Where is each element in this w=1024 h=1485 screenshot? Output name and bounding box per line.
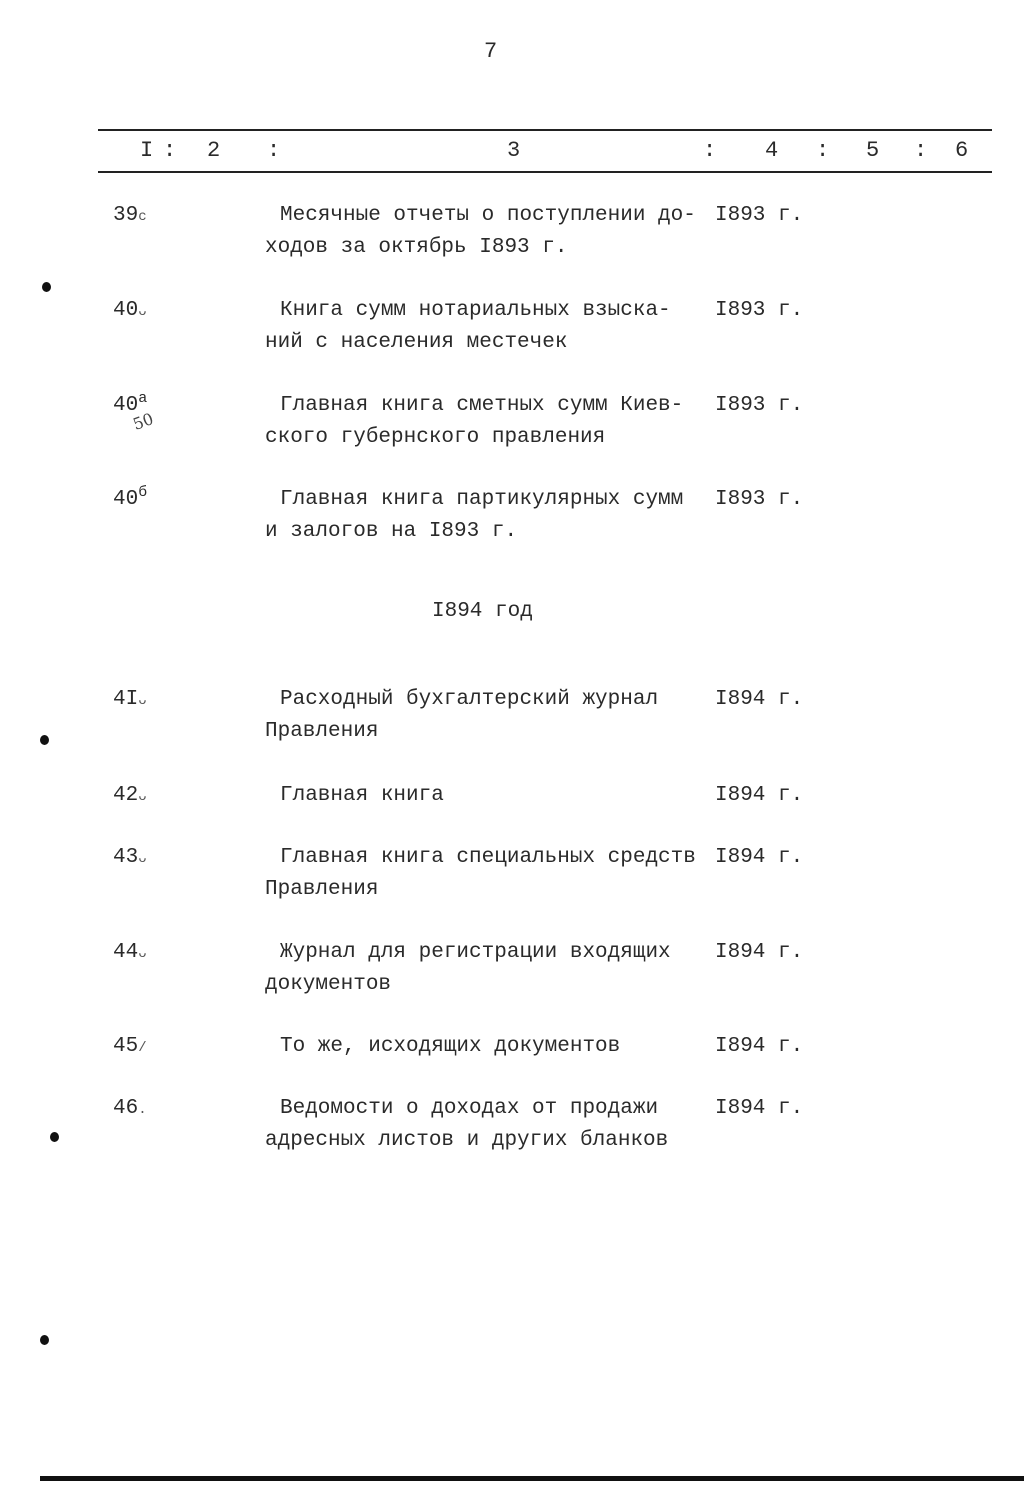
column-header-2: 2 (207, 138, 221, 163)
item-title-line: Главная книга сметных сумм Киев- (280, 394, 684, 417)
item-number (113, 295, 147, 328)
item-year: I893 г. (715, 394, 804, 417)
item-number-value: 45 (113, 1035, 139, 1058)
item-title-line: и залогов на I893 г. (265, 520, 518, 543)
punch-hole-mark (42, 282, 51, 292)
column-header-6: 6 (955, 138, 969, 163)
item-title-line: Книга сумм нотариальных взыска- (280, 299, 671, 322)
item-year: I893 г. (715, 204, 804, 227)
item-number-value: 42 (113, 784, 139, 807)
item-number (113, 842, 147, 875)
column-separator: : (703, 138, 717, 163)
check-mark: . (138, 1102, 147, 1118)
item-title-line: ходов за октябрь I893 г. (265, 236, 568, 259)
item-number-value: 39 (113, 204, 139, 227)
header-bottom-rule (98, 171, 992, 173)
punch-hole-mark (40, 735, 49, 745)
item-number-value: 44 (113, 941, 139, 964)
item-number-suffix: б (138, 484, 148, 501)
item-year: I894 г. (715, 784, 804, 807)
item-title-line: Ведомости о доходах от продажи (280, 1097, 659, 1120)
item-number-value: 40 (113, 299, 139, 322)
item-title-line: То же, исходящих документов (280, 1035, 621, 1058)
item-number (113, 484, 147, 516)
item-title-line: Журнал для регистрации входящих (280, 941, 671, 964)
item-title-line: ского губернского правления (265, 426, 606, 449)
check-mark: / (138, 1040, 147, 1056)
item-title-line: документов (265, 973, 392, 996)
item-number-value: 4I (113, 688, 139, 711)
item-year: I893 г. (715, 488, 804, 511)
column-separator: : (914, 138, 928, 163)
page-number: 7 (484, 39, 498, 64)
item-number-suffix: а (138, 390, 148, 407)
check-mark: ᴗ (138, 693, 147, 709)
handwritten-note: 50 (130, 409, 156, 434)
item-title-line: Правления (265, 878, 379, 901)
item-title-line: Главная книга (280, 784, 444, 807)
scan-bottom-edge (40, 1476, 1024, 1481)
punch-hole-mark (40, 1335, 49, 1345)
column-separator: : (163, 138, 177, 163)
column-header-5: 5 (866, 138, 880, 163)
item-title-line: Расходный бухгалтерский журнал (280, 688, 659, 711)
item-year: I894 г. (715, 846, 804, 869)
item-number (113, 684, 147, 717)
header-top-rule (98, 129, 992, 131)
item-number-value: 46 (113, 1097, 139, 1120)
item-year: I894 г. (715, 1035, 804, 1058)
item-number (113, 1031, 147, 1064)
column-header-I: I (140, 138, 154, 163)
item-number-value: 40 (113, 394, 139, 417)
column-separator: : (816, 138, 830, 163)
check-mark: ᴗ (138, 789, 147, 805)
column-header-4: 4 (765, 138, 779, 163)
item-number-value: 40 (113, 488, 139, 511)
check-mark: ᴗ (138, 851, 147, 867)
check-mark: c (138, 209, 147, 225)
item-number (113, 780, 147, 813)
column-header-3: 3 (507, 138, 521, 163)
punch-hole-mark (50, 1132, 59, 1142)
item-title-line: Месячные отчеты о поступлении до- (280, 204, 696, 227)
section-heading-1894: I894 год (432, 600, 533, 623)
item-number (113, 1093, 147, 1126)
item-year: I893 г. (715, 299, 804, 322)
item-title-line: Главная книга специальных средств (280, 846, 696, 869)
item-year: I894 г. (715, 941, 804, 964)
item-number (113, 200, 147, 233)
column-separator: : (267, 138, 281, 163)
item-title-line: Главная книга партикулярных сумм (280, 488, 684, 511)
check-mark: ᴗ (138, 946, 147, 962)
item-title-line: адресных листов и других бланков (265, 1129, 669, 1152)
item-number (113, 937, 147, 970)
item-number-value: 43 (113, 846, 139, 869)
item-title-line: ний с населения местечек (265, 331, 568, 354)
item-title-line: Правления (265, 720, 379, 743)
check-mark: ᴗ (138, 304, 147, 320)
item-year: I894 г. (715, 688, 804, 711)
item-year: I894 г. (715, 1097, 804, 1120)
